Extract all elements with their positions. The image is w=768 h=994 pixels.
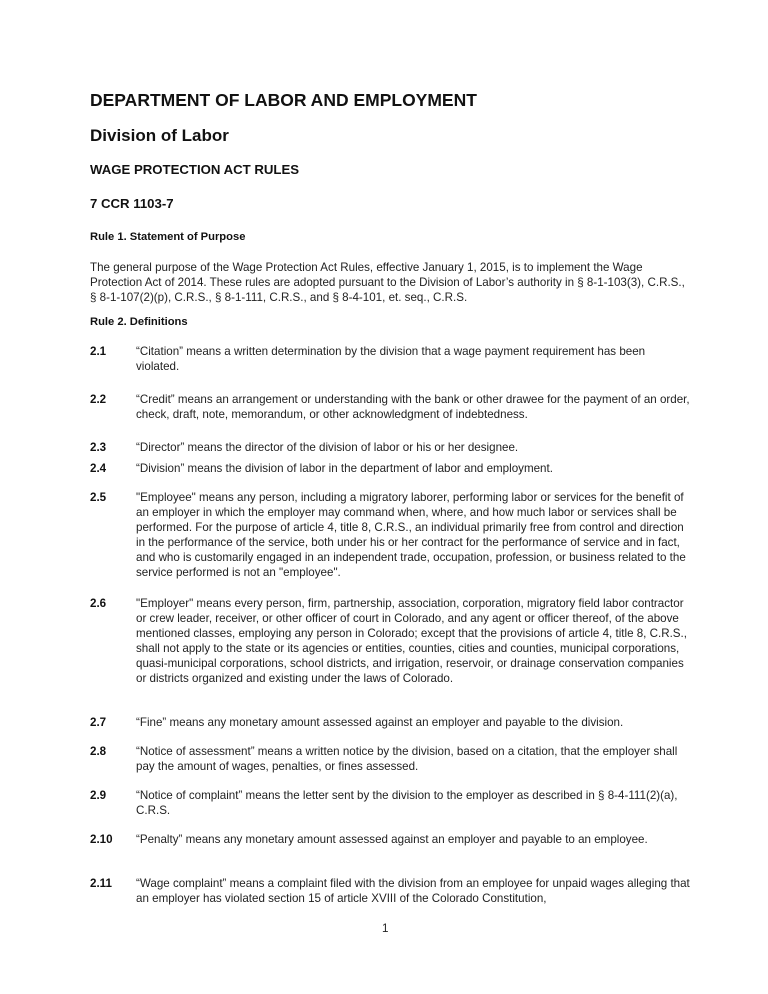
definition-2-1 <box>90 344 690 374</box>
definition-number: 2.11 <box>90 877 112 890</box>
definition-number: 2.2 <box>90 393 107 406</box>
definition-number: 2.10 <box>90 833 113 846</box>
rule2-title: Rule 2. Definitions <box>90 316 188 328</box>
definition-number: 2.6 <box>90 597 107 610</box>
definition-number: 2.3 <box>90 441 107 454</box>
definition-text: “Credit” means an arrangement or understanding with the bank or other drawee for the payment of an order, check, draft, note, memorandum, or other acknowledgment of indebtedness. <box>136 393 690 421</box>
definition-2-7 <box>90 715 690 730</box>
definition-text: “Notice of complaint” means the letter sent by the division to the employer as described in § 8-4-111(2)(a), C.R.S. <box>136 789 678 817</box>
rules-heading: WAGE PROTECTION ACT RULES <box>90 162 300 177</box>
definition-text: “Fine” means any monetary amount assessed against an employer and payable to the division. <box>136 716 624 729</box>
definition-text: “Penalty” means any monetary amount assessed against an employer and payable to an employee. <box>136 833 648 846</box>
definition-2-8 <box>90 744 690 774</box>
definition-text: “Division” means the division of labor in the department of labor and employment. <box>136 462 553 475</box>
definition-2-2 <box>90 392 690 422</box>
definition-2-6 <box>90 596 690 686</box>
division-heading: Division of Labor <box>90 126 229 145</box>
definition-2-4 <box>90 461 690 476</box>
definition-number: 2.1 <box>90 345 107 358</box>
definition-2-3 <box>90 440 690 455</box>
definition-text: “Wage complaint” means a complaint filed with the division from an employee for unpaid wages alleging that an employer has violated section 15 of article XVIII of the Colorado Constitution, <box>136 877 690 905</box>
definition-2-10 <box>90 832 690 847</box>
definition-text: “Director” means the director of the division of labor or his or her designee. <box>136 441 519 454</box>
definition-number: 2.8 <box>90 745 107 758</box>
department-heading: DEPARTMENT OF LABOR AND EMPLOYMENT <box>90 90 477 110</box>
definition-number: 2.5 <box>90 491 107 504</box>
rule1-title: Rule 1. Statement of Purpose <box>90 231 246 243</box>
ccr-heading: 7 CCR 1103-7 <box>90 196 174 211</box>
definition-2-5 <box>90 490 690 580</box>
definition-text: “Notice of assessment” means a written notice by the division, based on a citation, that the employer shall pay the amount of wages, penalties, or fines assessed. <box>136 745 678 773</box>
page-number: 1 <box>382 922 389 935</box>
definition-text: "Employer" means every person, firm, partnership, association, corporation, migratory field labor contractor or crew leader, receiver, or other officer of court in Colorado, and any agent or officer thereof, of the above mentioned classes, employing any person in Colorado; except that the provisions of article 4, title 8, C.R.S., shall not apply to the state or its agencies or entities, counties, cities and counties, municipal corporations, quasi-municipal corporations, school districts, and irrigation, reservoir, or drainage conservation companies or districts organized and existing under the laws of Colorado. <box>136 597 687 685</box>
definition-text: “Citation” means a written determination by the division that a wage payment requirement has been violated. <box>136 345 646 373</box>
definition-2-9 <box>90 788 690 818</box>
definition-2-11 <box>90 876 690 906</box>
definition-number: 2.4 <box>90 462 107 475</box>
rule1-text: The general purpose of the Wage Protection Act Rules, effective January 1, 2015, is to implement the Wage Protection Act of 2014. These rules are adopted pursuant to the Division of Labor’s authority in § 8-1-103(3), C.R.S., § 8-1-107(2)(p), C.R.S., § 8-1-111, C.R.S., and § 8-4-101, et. seq., C.R.S. <box>90 261 685 304</box>
definition-text: "Employee" means any person, including a migratory laborer, performing labor or services for the benefit of an employer in which the employer may command when, where, and how much labor or services shall be performed. For the purpose of article 4, title 8, C.R.S., an individual primarily free from control and direction in the performance of the service, both under his or her contract for the performance of service and in fact, and who is customarily engaged in an independent trade, occupation, profession, or business related to the service performed is not an "employee". <box>136 491 686 579</box>
definition-number: 2.7 <box>90 716 107 729</box>
definition-number: 2.9 <box>90 789 107 802</box>
